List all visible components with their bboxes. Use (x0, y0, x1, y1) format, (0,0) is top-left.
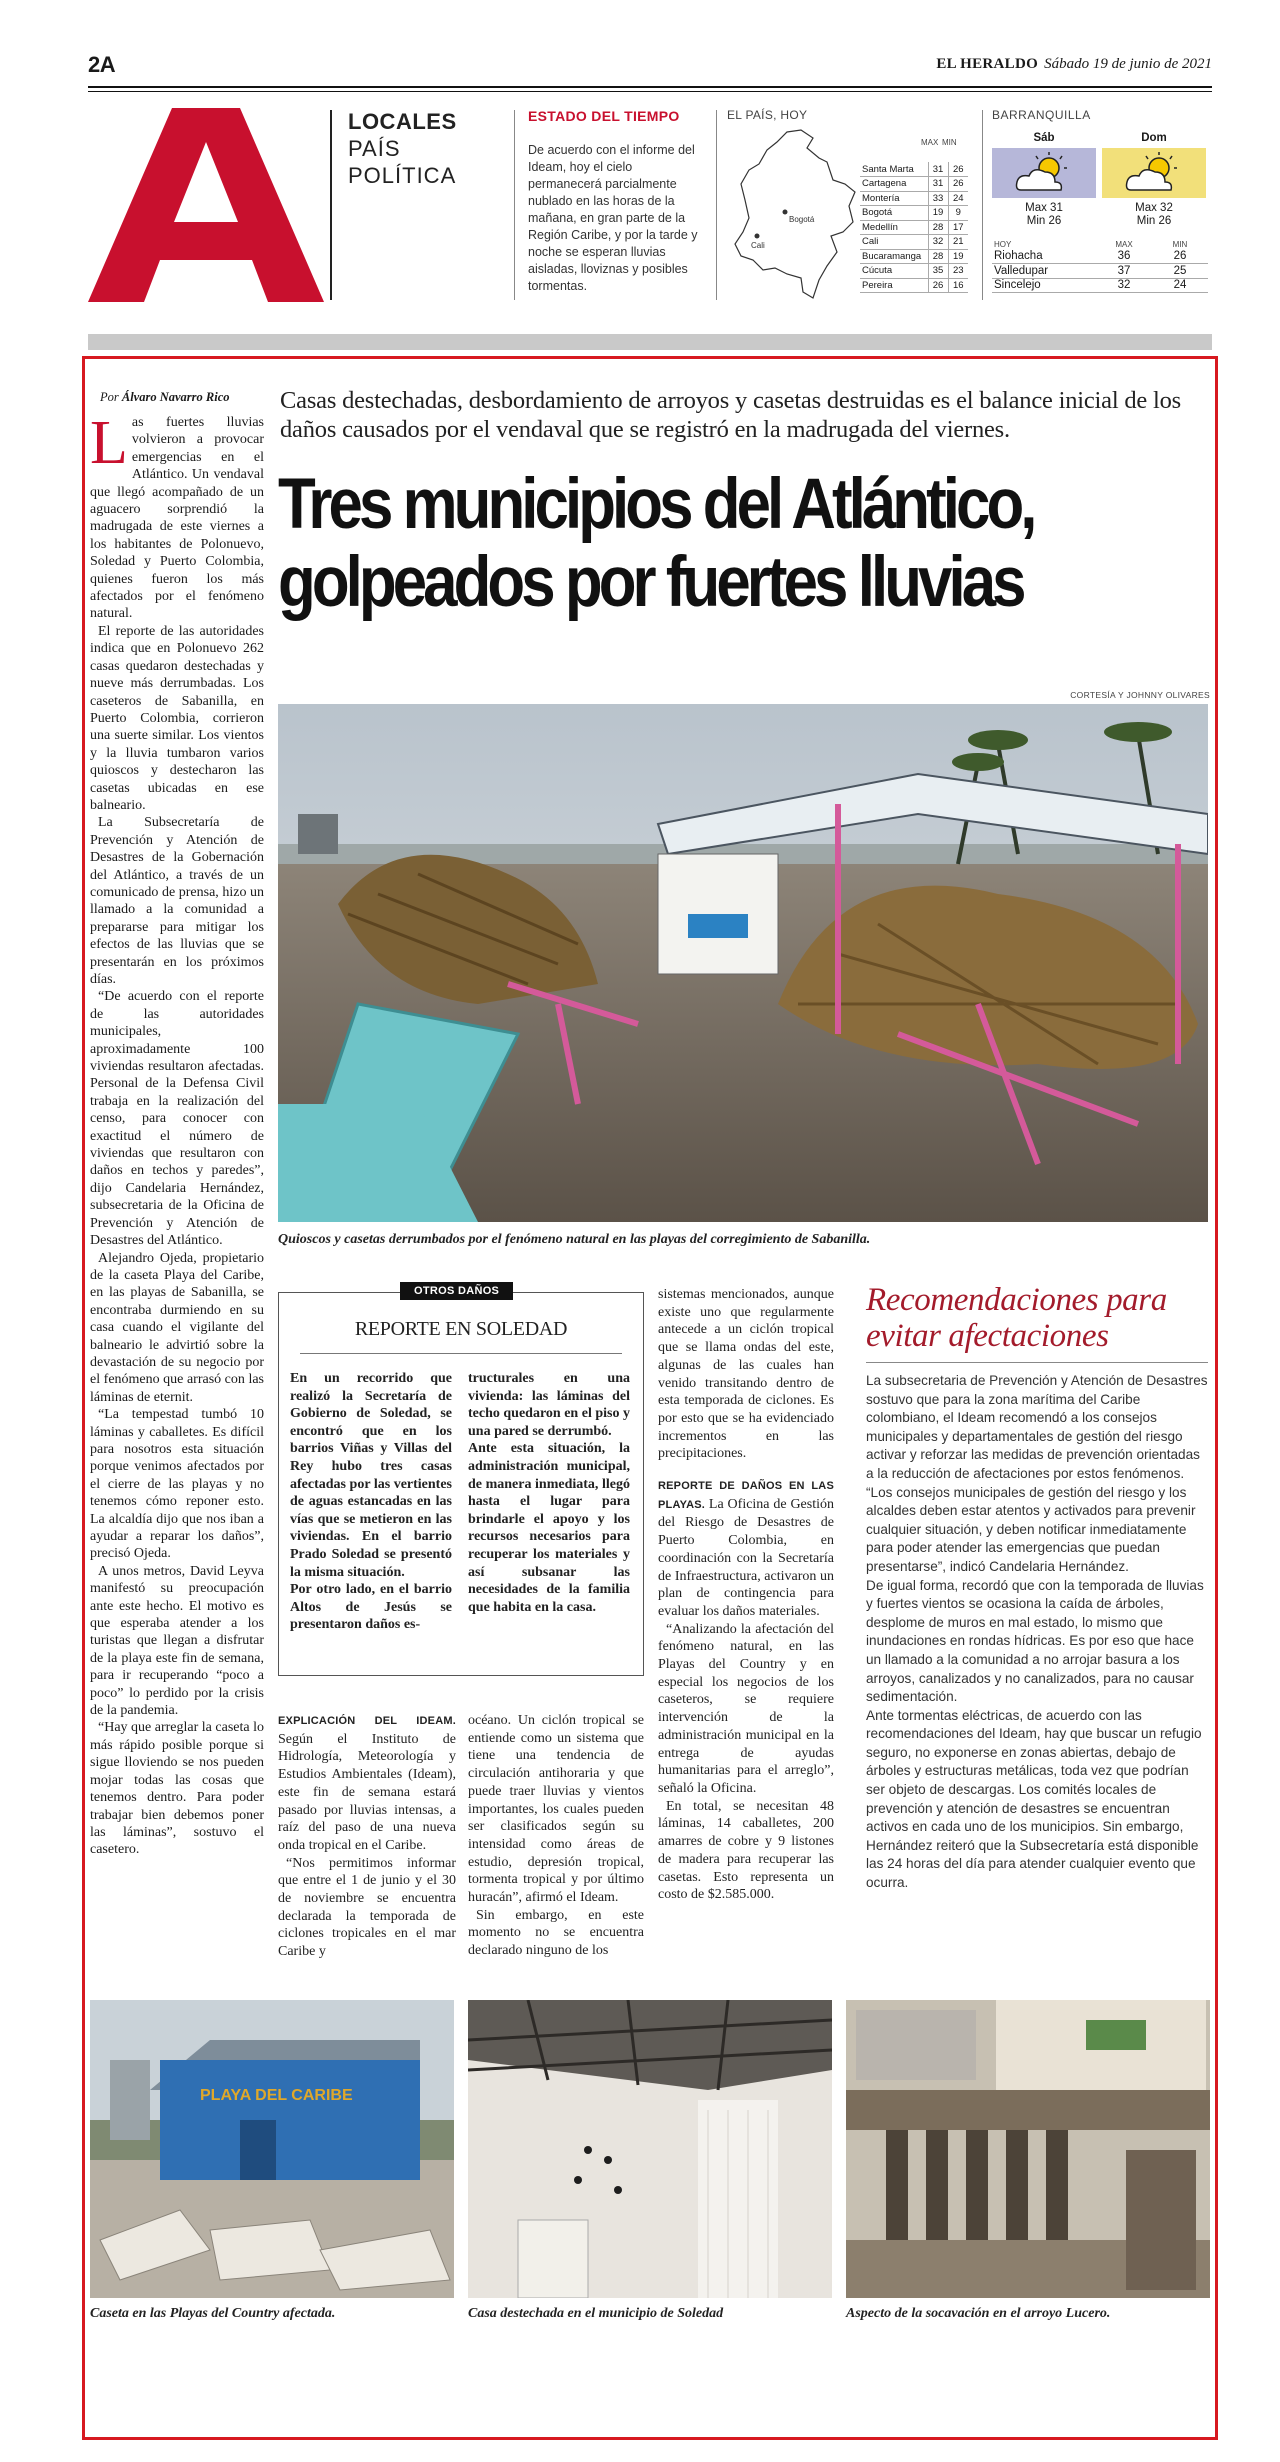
today-name: Valledupar (992, 264, 1096, 279)
recommendations-rule (866, 1362, 1208, 1363)
city-max: 31 (928, 177, 948, 192)
weather-barranquilla (992, 108, 1212, 304)
body-paragraph: El reporte de las autoridades indica que en Polonuevo 262 casas quedaron destechadas y nueve más derrumbadas. Los caseteros de Sabanilla, en Puerto Colombia, corrieron una suerte similar. Los vientos y la lluvia tumbaron varios quioscos y destecharon las casetas ubicadas en ese balneario. (90, 623, 264, 813)
city-temperature-table (860, 162, 968, 293)
forecast-sunday (1102, 132, 1206, 228)
body-paragraph: Según el Instituto de Hidrología, Meteorología y Estudios Ambientales (Ideam), este fin de semana estará pasado por lluvias intensas, a raíz del paso de una nueva onda tropical en el Caribe. (278, 1731, 456, 1853)
photo-credit: CORTESÍA Y JOHNNY OLIVARES (1070, 690, 1210, 700)
weather-country-title: EL PAÍS, HOY (727, 108, 808, 122)
city-min: 9 (948, 206, 968, 221)
country-max-header: MAX (921, 138, 939, 147)
header-rule (88, 86, 1212, 88)
header-rule-thin (88, 91, 1212, 92)
today-name: Sincelejo (992, 278, 1096, 293)
section-pais[interactable]: PAÍS (348, 136, 401, 161)
forecast-day: Sáb (1033, 132, 1055, 144)
article-subhead: Casas destechadas, desbordamiento de arroyos y casetas destruidas es el balance inicial de los daños causados por el vendaval que se registró en la madrugada del viernes. (280, 387, 1181, 443)
city-max: 19 (928, 206, 948, 221)
today-row (992, 249, 1208, 264)
sidebar-column (468, 1370, 630, 1616)
drop-cap: L (90, 409, 128, 477)
city-row (860, 162, 968, 177)
byline-prefix: Por (100, 390, 119, 404)
city-min: 23 (948, 264, 968, 279)
today-min: 26 (1152, 249, 1208, 264)
city-row (860, 264, 968, 279)
city-min: 16 (948, 278, 968, 293)
today-max: 32 (1096, 278, 1152, 293)
section-lead: REPORTE DE DAÑOS EN LAS PLAYAS. (658, 1480, 834, 1511)
main-photo (278, 704, 1208, 1222)
body-paragraph: “Analizando la afectación del fenómeno natural, en las Playas del Country y en especial los negocios de los caseteros, se requiere intervención de la administración municipal en la entrega de ayudas humanitarias para el arreglo”, señaló la Oficina. (658, 1621, 834, 1796)
body-paragraph: océano. Un ciclón tropical se entiende como un sistema que tiene una tendencia de circulación antihoraria y que puede traer lluvias y vientos importantes, los cuales pueden ser clasificados según su intensidad como áreas de estudio, depresión tropical, tormenta tropical y por último huracán”, afirmó el Ideam. (468, 1713, 644, 1906)
city-name: Santa Marta (860, 162, 928, 177)
photo-caption: Casa destechada en el municipio de Soledad (468, 2306, 724, 2321)
body-paragraph: Alejandro Ojeda, propietario de la caseta Playa del Caribe, en las playas de Sabanilla, se encontraba durmiendo en su casa cuando el vigilante del balneario le advirtió sobre la devastación de su negocio por el fenómeno que arrasó con las láminas de eternit. (90, 1250, 264, 1405)
city-name: Medellín (860, 220, 928, 235)
photo-caption: Aspecto de la socavación en el arroyo Lucero. (846, 2306, 1111, 2321)
today-min: 25 (1152, 264, 1208, 279)
city-min: 19 (948, 249, 968, 264)
photo-caseta (90, 2000, 454, 2298)
section-divider (330, 110, 332, 300)
city-row (860, 177, 968, 192)
city-name: Montería (860, 191, 928, 206)
today-temperature-table (992, 240, 1208, 293)
weather-country (727, 108, 974, 304)
page-number: 2A (88, 52, 116, 77)
today-max: 36 (1096, 249, 1152, 264)
body-paragraph: La subsecretaria de Prevención y Atención de Desastres sostuvo que para la zona marítima del Caribe colombiano, el Ideam recomendó a los consejos municipales y departamentales de gestión del riesgo activar y reforzar las medidas de prevención orientadas a la reducción de afectaciones por estos fenómenos. (866, 1373, 1208, 1481)
body-paragraph: as fuertes lluvias volvieron a provocar emergencias en el Atlántico. Un vendaval que llegó acompañado de un aguacero sorprendió la madrugada de este viernes a los habitantes de Polonuevo, Soledad y Puerto Colombia, quienes fueron los más afectados por el fenómeno natural. (90, 415, 264, 622)
map-label-bogota: Bogotá (789, 215, 815, 224)
masthead (936, 56, 1212, 73)
main-photo-caption: Quioscos y casetas derrumbados por el fenómeno natural en las playas del corregimiento de Sabanilla. (278, 1232, 871, 1247)
forecast-saturday (992, 132, 1096, 228)
photo-arroyo (846, 2000, 1210, 2298)
city-min: 24 (948, 191, 968, 206)
article-column-3 (658, 1286, 834, 1904)
byline (100, 390, 230, 405)
forecast-day: Dom (1141, 132, 1167, 144)
section-politica[interactable]: POLÍTICA (348, 163, 457, 188)
article-column-ideam-1 (278, 1712, 456, 1961)
weather-state-title: ESTADO DEL TIEMPO (528, 108, 680, 124)
body-paragraph: “Hay que arreglar la caseta lo más rápido posible porque si sigue lloviendo se nos pueden mojar todas las cosas que tenemos dentro. Para poder trabajar bien debemos poner las láminas”, sostuvo el casetero. (90, 1720, 264, 1858)
colombia-map-icon (727, 128, 862, 304)
weather-divider (982, 110, 983, 300)
article-column-ideam-2 (468, 1712, 644, 1960)
recommendations-body (866, 1372, 1208, 1893)
today-min: 24 (1152, 278, 1208, 293)
body-paragraph: La Oficina de Gestión del Riesgo de Desastres de Puerto Colombia, en coordinación con la Secretaría de Infraestructura, activaron un plan de contingencia para evaluar los daños materiales. (658, 1496, 834, 1619)
forecast-max: Max 31 (1025, 202, 1063, 214)
body-paragraph: “Nos permitimos informar que entre el 1 de junio y el 30 de noviembre se encuentra declarada la temporada de ciclones tropicales en el mar Caribe y (278, 1855, 456, 1960)
body-paragraph: De igual forma, recordó que con la temporada de lluvias y fuertes vientos se ocasiona la caída de árboles, desplome de muros en mal estado, lo mismo que inundaciones en rondas hídricas. Es por eso que hace un llamado a la comunidad a no arrojar basura a los arroyos, canalizados y no canalizados, para no causar sedimentación. (866, 1577, 1204, 1705)
today-name: Riohacha (992, 249, 1096, 264)
today-row (992, 278, 1208, 293)
sidebar-title: REPORTE EN SOLEDAD (354, 1318, 568, 1340)
photo-caption: Caseta en las Playas del Country afectada. (90, 2306, 336, 2321)
partly-sunny-icon (992, 148, 1096, 198)
city-row (860, 249, 968, 264)
city-row (860, 220, 968, 235)
sidebar-paragraph: En un recorrido que realizó la Secretaría de Gobierno de Soledad, se encontró que en los barrios Viñas y Villas del Rey hubo tres casas afectadas por las vertientes de aguas estancadas en las vías que se metieron en las viviendas. En el barrio Prado Soledad se presentó la misma situación. (290, 1371, 452, 1580)
weather-divider (514, 110, 515, 300)
separator-bar (88, 334, 1212, 350)
city-min: 26 (948, 177, 968, 192)
body-paragraph: La Subsecretaría de Prevención y Atención de Desastres de la Gobernación del Atlántico, a través de un comunicado de prensa, hizo un llamado a la comunidad a prepararse para mitigar los efectos de las lluvias que se presentarán en los próximos días. (90, 815, 264, 987)
article-body-left (90, 409, 264, 1859)
sidebar-paragraph: Por otro lado, en el barrio Altos de Jesús se presentaron daños es- (290, 1582, 452, 1633)
section-locales[interactable]: LOCALES (348, 109, 457, 134)
sidebar-paragraph: Ante esta situación, la administración municipal, de manera inmediata, llegó hasta el lugar para brindarle el apoyo y los recursos necesarios para recuperar los materiales y así subsanar las necesidades de la familia que habita en la casa. (468, 1441, 630, 1615)
sidebar-tag: OTROS DAÑOS (400, 1282, 513, 1300)
photo-casa (468, 2000, 832, 2298)
city-name: Cartagena (860, 177, 928, 192)
sidebar-column (290, 1370, 452, 1634)
page-header (88, 52, 1212, 82)
today-max-header: MAX (1115, 240, 1133, 249)
body-paragraph: A unos metros, David Leyva manifestó su preocupación ante este hecho. El motivo es que esperaba atender a los turistas que llegan a disfrutar de la playa este fin de semana, para ir recuperando “poco a poco” lo perdido por la crisis de la pandemia. (90, 1563, 264, 1719)
body-paragraph: “De acuerdo con el reporte de las autoridades municipales, aproximadamente 100 viviendas resultaron afectadas. Personal de la Defensa Civil trabaja en la realización del censo, para conocer con exactitud el número de viviendas que resultaron con daños en techos y paredes”, dijo Candelaria Hernández, subsecretaria de la Oficina de Prevención y Atención de Desastres del Atlántico. (90, 989, 264, 1249)
headline-line: golpeados por fuertes lluvias (278, 543, 1023, 622)
city-name: Cúcuta (860, 264, 928, 279)
body-paragraph: Sin embargo, en este momento no se encuentra declarado ninguno de los (468, 1907, 644, 1959)
forecast-min: Min 26 (1026, 215, 1062, 227)
body-paragraph: En total, se necesitan 48 láminas, 14 caballetes, 200 amarres de cobre y 9 listones de madera para recuperar las casetas. Esto representa un costo de $2.585.000. (658, 1798, 834, 1903)
section-lead: EXPLICACIÓN DEL IDEAM. (278, 1715, 456, 1727)
city-max: 28 (928, 220, 948, 235)
city-row (860, 191, 968, 206)
body-paragraph: “Los consejos municipales de gestión del riesgo y los alcaldes deben estar atentos y activados para prevenir cualquier situación, y deben notificar inmediatamente para poder atender las emergencias que puedan presentarse”, indicó Candelaria Hernández. (866, 1484, 1196, 1574)
city-max: 28 (928, 249, 948, 264)
city-max: 35 (928, 264, 948, 279)
city-max: 26 (928, 278, 948, 293)
today-header: HOY (994, 240, 1012, 249)
map-label-cali: Cali (751, 241, 765, 250)
article-headline (278, 466, 1096, 622)
body-paragraph: Ante tormentas eléctricas, de acuerdo con las recomendaciones del Ideam, hay que buscar un refugio seguro, no exponerse en zonas abiertas, debajo de árboles y estructuras metálicas, toda vez que podrían ser objeto de descargas. Los comités locales de prevención y atención de desastres se encuentran activos en cada uno de los municipios. Sin embargo, Hernández reiteró que la Subsecretaría está disponible las 24 horas del día para atender cualquier evento que ocurra. (866, 1707, 1202, 1891)
weather-state (528, 108, 706, 295)
city-max: 33 (928, 191, 948, 206)
byline-author: Álvaro Navarro Rico (121, 390, 230, 404)
baq-title: BARRANQUILLA (992, 108, 1091, 122)
caseta-sign: PLAYA DEL CARIBE (200, 2087, 353, 2104)
city-row (860, 278, 968, 293)
city-row (860, 235, 968, 250)
city-min: 21 (948, 235, 968, 250)
weather-state-text: De acuerdo con el informe del Ideam, hoy el cielo permanecerá parcialmente nublado en las horas de la mañana, en gran parte de la Región Caribe, y por la tarde y noche se esperan lluvias aisladas, lloviznas y posibles tormentas. (528, 143, 698, 293)
city-row (860, 206, 968, 221)
city-name: Bogotá (860, 206, 928, 221)
recommendations-title: Recomendaciones para evitar afectaciones (866, 1282, 1167, 1354)
paper-name: EL HERALDO (936, 56, 1039, 72)
city-min: 17 (948, 220, 968, 235)
forecast-min: Min 26 (1136, 215, 1172, 227)
body-paragraph: sistemas mencionados, aunque existe uno que regularmente antecede a un ciclón tropical que se llama ondas del este, algunas de las cuales han venido transitando dentro de esta temporada de ciclones. Es por esto que se ha evidenciado incrementos en las precipitaciones. (658, 1287, 834, 1462)
sidebar-paragraph: tructurales en una vivienda: las láminas del techo quedaron en el piso y una pared se derrumbó. (468, 1371, 630, 1439)
headline-line: Tres municipios del Atlántico, (278, 465, 1034, 544)
today-row (992, 264, 1208, 279)
body-paragraph: “La tempestad tumbó 10 láminas y caballetes. Es difícil para nosotros esta situación porque venimos afectados por el cierre de las playas y no tenemos cómo reponer esto. La alcaldía dijo que nos iban a ayudar a reparar los daños”, precisó Ojeda. (90, 1407, 264, 1562)
issue-date: Sábado 19 de junio de 2021 (1044, 56, 1212, 72)
city-max: 32 (928, 235, 948, 250)
section-letter-logo (86, 106, 326, 306)
city-name: Bucaramanga (860, 249, 928, 264)
forecast-max: Max 32 (1135, 202, 1173, 214)
city-name: Cali (860, 235, 928, 250)
section-list (348, 108, 457, 189)
city-max: 31 (928, 162, 948, 177)
today-max: 37 (1096, 264, 1152, 279)
today-min-header: MIN (1172, 240, 1188, 249)
partly-sunny-icon (1102, 148, 1206, 198)
city-name: Pereira (860, 278, 928, 293)
country-min-header: MIN (942, 138, 957, 147)
city-min: 26 (948, 162, 968, 177)
weather-divider (716, 110, 717, 300)
sidebar-rule (300, 1353, 622, 1354)
